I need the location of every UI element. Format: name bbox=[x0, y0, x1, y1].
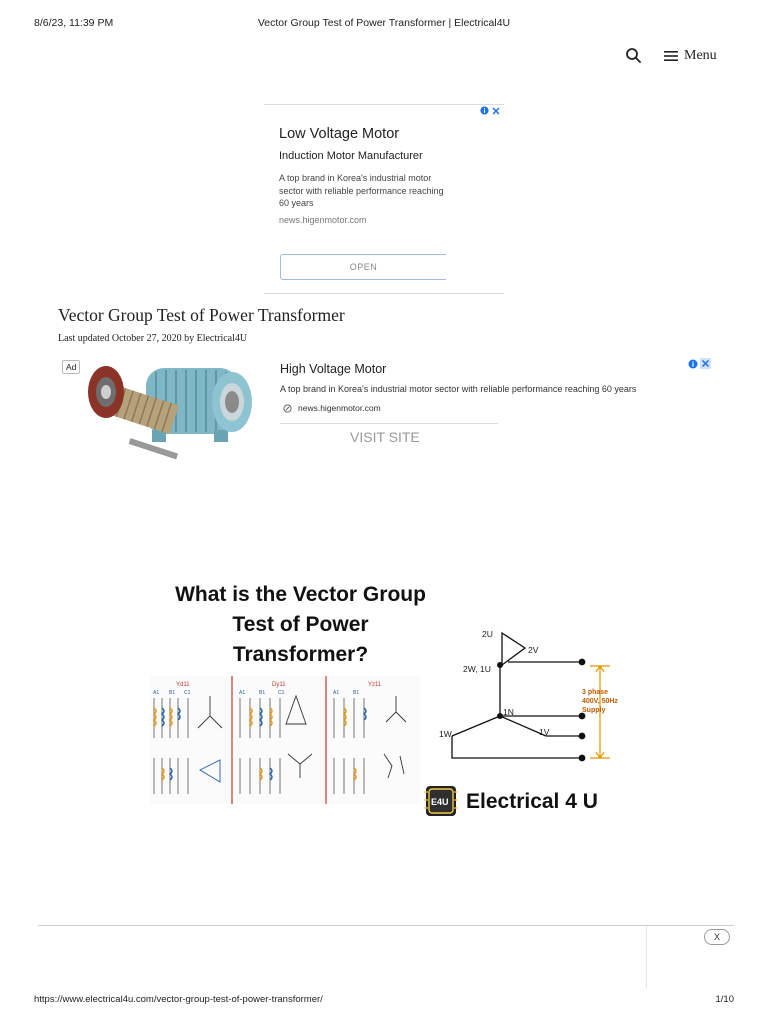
print-page-number: 1/10 bbox=[715, 994, 734, 1005]
visit-site-button[interactable]: VISIT SITE bbox=[350, 429, 420, 445]
ad-top-description: A top brand in Korea's industrial motor sector with reliable performance reaching 60 years bbox=[279, 173, 444, 208]
ad-mid-title[interactable]: High Voltage Motor bbox=[280, 362, 387, 376]
menu-button[interactable] bbox=[664, 46, 717, 66]
ad-choices[interactable] bbox=[480, 106, 500, 115]
terminal-2v: 2V bbox=[528, 645, 539, 655]
sticky-ad-border bbox=[38, 925, 734, 926]
supply-label-3: Supply bbox=[582, 707, 606, 714]
search-icon bbox=[624, 46, 644, 66]
brand-name: Electrical 4 U bbox=[466, 790, 598, 813]
ad-divider bbox=[280, 423, 498, 424]
e4u-logo-icon bbox=[424, 786, 458, 816]
ad-top-title[interactable]: Low Voltage Motor bbox=[279, 126, 400, 142]
ad-top-url[interactable]: news.higenmotor.com bbox=[279, 215, 367, 225]
menu-label: Menu bbox=[684, 48, 717, 63]
ad-badge: Ad bbox=[62, 360, 80, 374]
hero-title: What is the Vector Group Test of Power Transformer? bbox=[175, 583, 426, 666]
svg-text:B1: B1 bbox=[353, 690, 360, 696]
adchoices-icon bbox=[688, 359, 698, 369]
label-yz11: Yz11 bbox=[368, 682, 382, 688]
logo-badge-text: E4U bbox=[431, 797, 449, 807]
svg-text:A1: A1 bbox=[153, 690, 160, 696]
ad-mid-choices[interactable] bbox=[688, 358, 711, 369]
motor-illustration bbox=[82, 358, 270, 466]
terminal-2u: 2U bbox=[482, 629, 493, 639]
terminal-2w1u: 2W, 1U bbox=[463, 664, 491, 674]
ad-mid-description: A top brand in Korea's industrial motor sector with reliable performance reaching 60 years bbox=[280, 384, 637, 394]
label-yd11: Yd11 bbox=[176, 682, 190, 688]
svg-text:B1: B1 bbox=[259, 690, 266, 696]
svg-text:C1: C1 bbox=[278, 690, 285, 696]
print-doc-title: Vector Group Test of Power Transformer | Electrical4U bbox=[257, 17, 511, 29]
ad-mid-url-text: news.higenmotor.com bbox=[298, 403, 381, 413]
svg-text:A1: A1 bbox=[239, 690, 246, 696]
label-dy11: Dy11 bbox=[272, 682, 286, 688]
close-ad-icon[interactable] bbox=[700, 358, 711, 369]
svg-text:B1: B1 bbox=[169, 690, 176, 696]
terminal-1n: 1N bbox=[503, 707, 514, 717]
close-ad-icon[interactable] bbox=[492, 107, 500, 115]
hamburger-icon bbox=[664, 50, 678, 62]
ad-top-open-button[interactable]: OPEN bbox=[280, 254, 446, 280]
ad-mid-url[interactable] bbox=[283, 403, 381, 413]
svg-text:A1: A1 bbox=[333, 690, 340, 696]
article-byline: Last updated October 27, 2020 by Electrical4U bbox=[58, 333, 248, 344]
terminal-1w: 1W bbox=[439, 729, 452, 739]
close-sticky-ad-button[interactable]: X bbox=[704, 929, 730, 945]
svg-text:C1: C1 bbox=[184, 690, 191, 696]
page-title: Vector Group Test of Power Transformer bbox=[58, 305, 345, 325]
supply-label-2: 400V, 50Hz bbox=[582, 698, 618, 705]
link-icon bbox=[283, 404, 292, 413]
adchoices-icon bbox=[480, 106, 489, 115]
search-button[interactable] bbox=[624, 46, 644, 66]
hero-image bbox=[148, 578, 648, 818]
terminal-1v: 1V bbox=[539, 727, 550, 737]
vector-group-diagram bbox=[148, 578, 648, 818]
print-url: https://www.electrical4u.com/vector-group-test-of-power-transformer/ bbox=[34, 994, 323, 1005]
supply-label-1: 3 phase bbox=[582, 689, 609, 696]
print-datetime: 8/6/23, 11:39 PM bbox=[34, 17, 114, 29]
ad-top-subtitle: Induction Motor Manufacturer bbox=[279, 150, 423, 162]
sticky-ad-divider bbox=[646, 926, 647, 988]
motor-ad-image[interactable] bbox=[82, 358, 270, 466]
